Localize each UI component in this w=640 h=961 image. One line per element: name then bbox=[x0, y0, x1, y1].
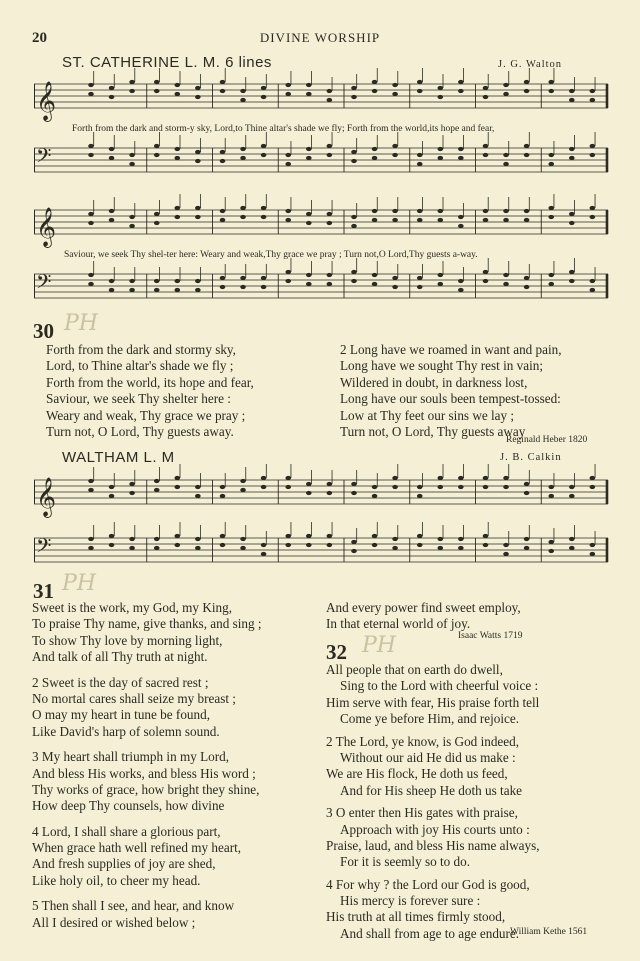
verse-line: No mortal cares shall seize my breast ; bbox=[32, 690, 236, 706]
music-system-1-bass bbox=[34, 140, 608, 184]
verse-line: Sing to the Lord with cheerful voice : bbox=[340, 678, 539, 694]
verse-line: Sweet is the work, my God, my King, bbox=[32, 600, 232, 615]
verse-line: 4 For why ? the Lord our God is good, bbox=[326, 876, 530, 892]
music-system-2-treble bbox=[34, 202, 608, 246]
pencil-mark-30: PH bbox=[64, 311, 98, 336]
music-system-3-treble bbox=[34, 472, 608, 516]
verse-line: And for His sheep He doth us take bbox=[340, 782, 523, 798]
verse-line: His truth at all times firmly stood, bbox=[326, 909, 506, 925]
hymn-31-continuation bbox=[326, 600, 521, 633]
verse-line: And bless His works, and bless His word ; bbox=[32, 765, 256, 781]
running-header: DIVINE WORSHIP bbox=[259, 30, 381, 45]
author-kethe: William Kethe 1561 bbox=[510, 927, 588, 937]
verse-line: Thy works of grace, how bright they shine, bbox=[32, 781, 260, 797]
tune-title-waltham: WALTHAM L. M bbox=[62, 449, 175, 466]
hymn-number-32: 32 bbox=[326, 640, 347, 664]
verse-line: Like holy oil, to cheer my head. bbox=[32, 872, 201, 888]
hymn-32-verses bbox=[326, 662, 540, 942]
verse-line: And shall from age to age endure. bbox=[340, 925, 520, 941]
verse-line: Long have our souls been tempest-tossed: bbox=[340, 391, 561, 407]
svg-text:𝄞: 𝄞 bbox=[36, 207, 57, 247]
verse-line: All I desired or wished below ; bbox=[32, 914, 196, 930]
verse-line: Come ye before Him, and rejoice. bbox=[340, 711, 520, 727]
verse-line: 2 Long have we roamed in want and pain, bbox=[340, 342, 562, 357]
verse-line: To praise Thy name, give thanks, and sing ; bbox=[32, 616, 262, 632]
verse-line: Like David's harp of solemn sound. bbox=[32, 723, 220, 739]
composer-calkin: J. B. Calkin bbox=[500, 452, 562, 463]
verse-line: In that eternal world of joy. bbox=[326, 616, 471, 632]
verse-line: All people that on earth do dwell, bbox=[326, 662, 503, 677]
verse-line: 2 Sweet is the day of sacred rest ; bbox=[32, 674, 209, 690]
verse-line: 3 My heart shall triumph in my Lord, bbox=[32, 749, 230, 765]
verse-line: Approach with joy His courts unto : bbox=[340, 821, 530, 837]
verse-line: 4 Lord, I shall share a glorious part, bbox=[32, 823, 221, 839]
svg-text:𝄞: 𝄞 bbox=[36, 81, 57, 121]
svg-text:𝄢: 𝄢 bbox=[36, 144, 52, 172]
verse-line: Without our aid He did us make : bbox=[340, 749, 516, 765]
pencil-mark-32: PH bbox=[362, 633, 396, 658]
pencil-mark-31: PH bbox=[62, 571, 96, 596]
verse-line: Long have we sought Thy rest in vain; bbox=[340, 358, 544, 374]
verse-line: Saviour, we seek Thy shelter here : bbox=[46, 391, 231, 407]
verse-line: Low at Thy feet our sins we lay ; bbox=[340, 407, 515, 423]
verse-line: And every power find sweet employ, bbox=[326, 600, 521, 615]
svg-text:𝄞: 𝄞 bbox=[36, 477, 57, 517]
lyrics-system-2: Saviour, we seek Thy shel-ter here: Weary and weak,Thy grace we pray ; Turn not,O Lord,Thy guests a-way. bbox=[64, 250, 478, 260]
verse-line: Turn not, O Lord, Thy guests away bbox=[340, 423, 526, 439]
verse-line: Praise, laud, and bless His name always, bbox=[326, 837, 540, 853]
hymn-number-31: 31 bbox=[33, 579, 54, 603]
hymn-31-verses bbox=[32, 600, 262, 931]
music-system-1-treble bbox=[34, 76, 608, 120]
verse-line: Forth from the world, its hope and fear, bbox=[46, 374, 254, 390]
verse-line: Weary and weak, Thy grace we pray ; bbox=[46, 407, 246, 423]
verse-line: For it is seemly so to do. bbox=[340, 854, 471, 870]
music-system-2-bass bbox=[34, 266, 608, 310]
page-number: 20 bbox=[32, 30, 47, 46]
verse-line: And talk of all Thy truth at night. bbox=[32, 649, 208, 665]
author-heber: Reginald Heber 1820 bbox=[506, 435, 588, 445]
verse-line: Wildered in doubt, in darkness lost, bbox=[340, 374, 528, 390]
verse-line: Lord, to Thine altar's shade we fly ; bbox=[46, 358, 234, 374]
lyrics-system-1: Forth from the dark and storm-y sky, Lord,to Thine altar's shade we fly; Forth from the world,its hope and fear, bbox=[72, 124, 495, 134]
svg-text:𝄢: 𝄢 bbox=[36, 534, 52, 562]
verse-line: O may my heart in tune be found, bbox=[32, 707, 210, 723]
composer-walton: J. G. Walton bbox=[498, 59, 563, 70]
verse-line: We are His flock, He doth us feed, bbox=[326, 766, 508, 782]
hymn-30-verse-1 bbox=[46, 342, 254, 440]
verse-line: 3 O enter then His gates with praise, bbox=[326, 805, 518, 821]
verse-line: How deep Thy counsels, how divine bbox=[32, 798, 225, 814]
author-watts: Isaac Watts 1719 bbox=[458, 631, 523, 641]
verse-line: To show Thy love by morning light, bbox=[32, 632, 223, 648]
verse-line: And fresh supplies of joy are shed, bbox=[32, 856, 216, 872]
verse-line: Him serve with fear, His praise forth tell bbox=[326, 694, 540, 710]
svg-text:𝄢: 𝄢 bbox=[36, 270, 52, 298]
music-system-3-bass bbox=[34, 530, 608, 574]
hymn-number-30: 30 bbox=[33, 319, 54, 343]
verse-line: 5 Then shall I see, and hear, and know bbox=[32, 898, 235, 914]
verse-line: Forth from the dark and stormy sky, bbox=[46, 342, 236, 357]
tune-title-st-catherine: ST. CATHERINE L. M. 6 lines bbox=[62, 54, 272, 71]
verse-line: 2 The Lord, ye know, is God indeed, bbox=[326, 733, 520, 749]
verse-line: Turn not, O Lord, Thy guests away. bbox=[46, 423, 234, 439]
verse-line: When grace hath well refined my heart, bbox=[32, 840, 242, 856]
verse-line: His mercy is forever sure : bbox=[340, 893, 481, 909]
hymn-30-verse-2 bbox=[340, 342, 562, 440]
